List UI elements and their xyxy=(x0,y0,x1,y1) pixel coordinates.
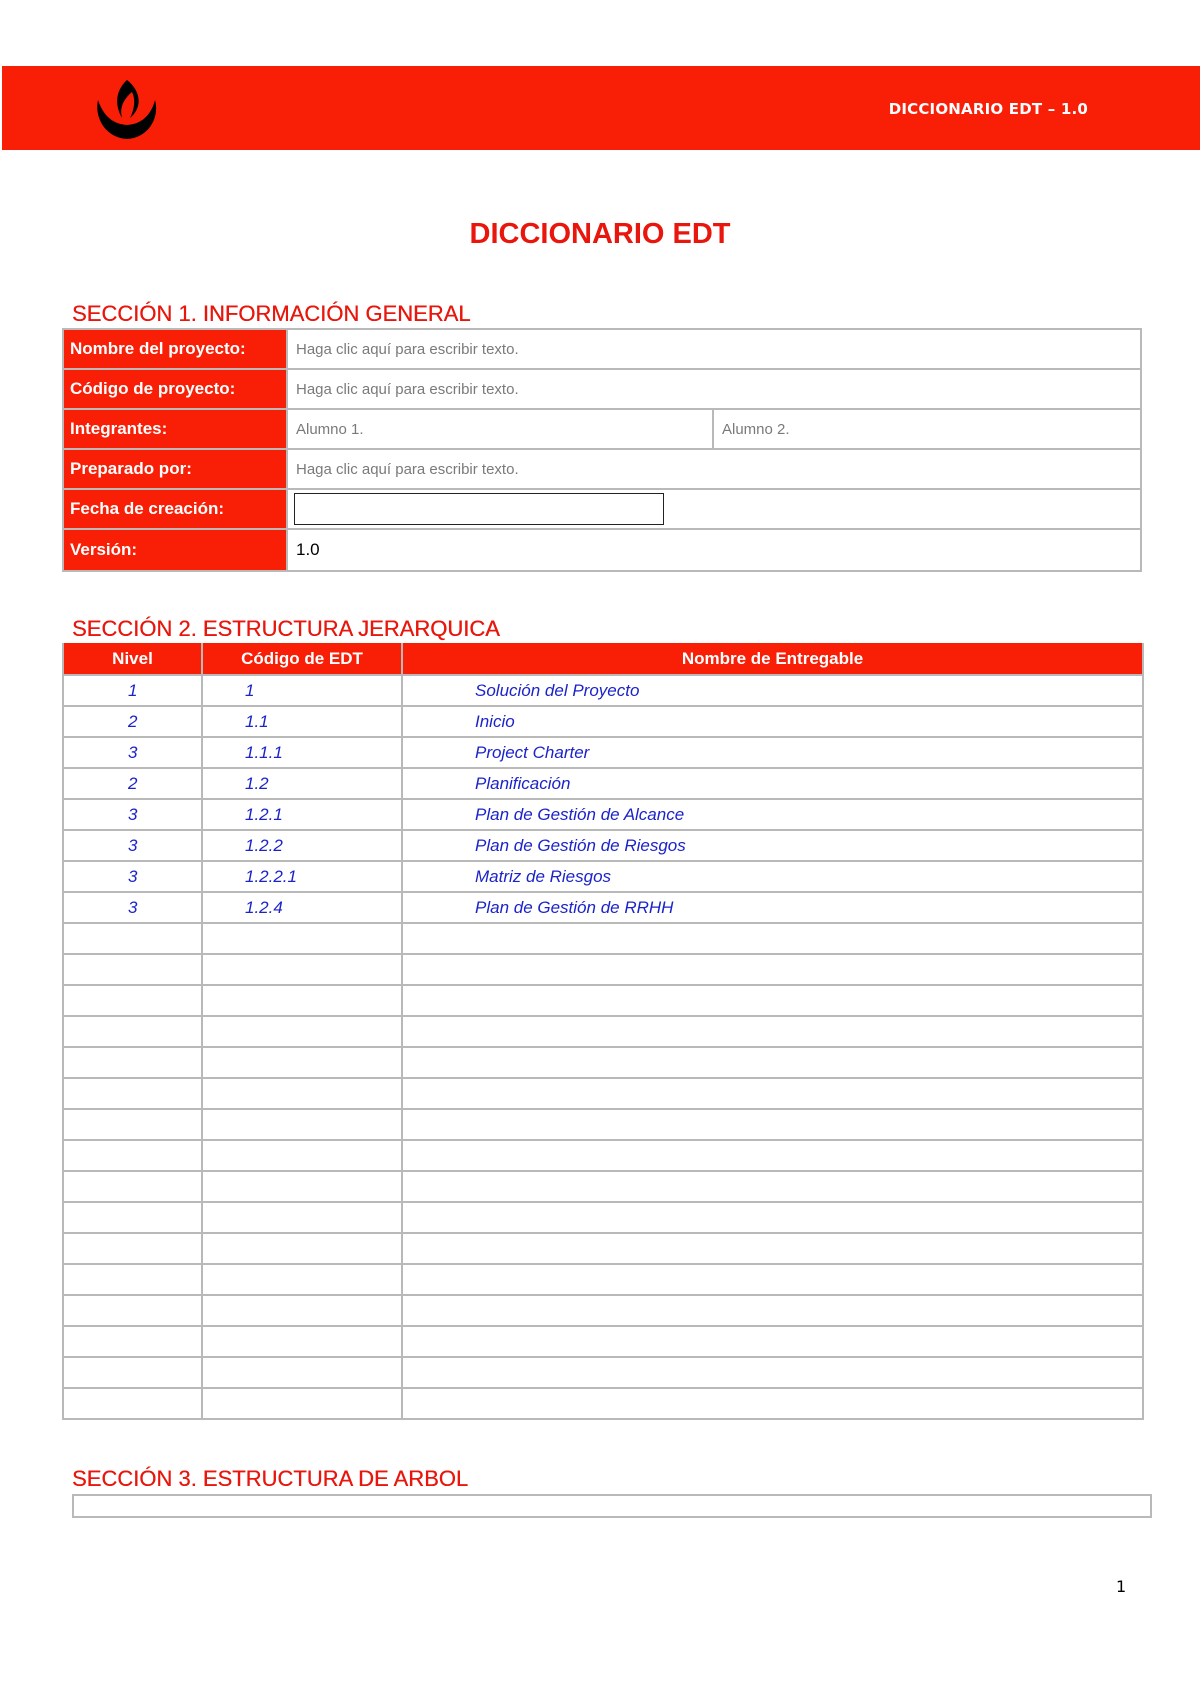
section3-title: SECCIÓN 3. ESTRUCTURA DE ARBOL xyxy=(72,1466,469,1491)
level-cell[interactable] xyxy=(63,1078,202,1109)
project-name-row xyxy=(64,330,1140,370)
section2-title: SECCIÓN 2. ESTRUCTURA JERARQUICA xyxy=(72,616,500,641)
wbs-code-cell[interactable] xyxy=(202,1388,402,1419)
level-cell[interactable] xyxy=(63,1326,202,1357)
table-row xyxy=(63,1078,1143,1109)
deliverable-name-cell[interactable]: Planificación xyxy=(402,768,1143,799)
version-value[interactable]: 1.0 xyxy=(296,540,320,559)
table-row xyxy=(63,830,1143,861)
version-label: Versión: xyxy=(64,530,288,570)
deliverable-name-cell[interactable] xyxy=(402,1016,1143,1047)
wbs-code-cell[interactable] xyxy=(202,1016,402,1047)
wbs-code-cell[interactable] xyxy=(202,1171,402,1202)
deliverable-name-cell[interactable] xyxy=(402,1171,1143,1202)
wbs-code-cell[interactable] xyxy=(202,1109,402,1140)
wbs-code-cell[interactable] xyxy=(202,1047,402,1078)
creation-date-row xyxy=(64,490,1140,530)
wbs-code-cell[interactable] xyxy=(202,1264,402,1295)
wbs-code-cell[interactable] xyxy=(202,1233,402,1264)
level-cell[interactable]: 3 xyxy=(63,737,202,768)
table-row xyxy=(63,861,1143,892)
wbs-code-cell[interactable]: 1.2.1 xyxy=(202,799,402,830)
level-cell[interactable] xyxy=(63,1171,202,1202)
column-header-code: Código de EDT xyxy=(202,643,402,675)
prepared-by-row xyxy=(64,450,1140,490)
level-cell[interactable] xyxy=(63,1357,202,1388)
table-row xyxy=(63,1047,1143,1078)
level-cell[interactable] xyxy=(63,1388,202,1419)
wbs-code-cell[interactable]: 1.2 xyxy=(202,768,402,799)
level-cell[interactable] xyxy=(63,954,202,985)
project-name-label: Nombre del proyecto: xyxy=(64,330,288,368)
wbs-code-cell[interactable]: 1.2.2.1 xyxy=(202,861,402,892)
deliverable-name-cell[interactable]: Project Charter xyxy=(402,737,1143,768)
level-cell[interactable]: 2 xyxy=(63,768,202,799)
column-header-deliverable: Nombre de Entregable xyxy=(402,643,1143,675)
level-cell[interactable] xyxy=(63,923,202,954)
deliverable-name-cell[interactable] xyxy=(402,1388,1143,1419)
table-row xyxy=(63,799,1143,830)
project-code-field[interactable]: Haga clic aquí para escribir texto. xyxy=(296,380,519,398)
level-cell[interactable]: 3 xyxy=(63,799,202,830)
member-1-field[interactable]: Alumno 1. xyxy=(288,410,714,448)
creation-date-cell xyxy=(288,490,1140,528)
column-header-level: Nivel xyxy=(63,643,202,675)
deliverable-name-cell[interactable] xyxy=(402,1047,1143,1078)
document-title: DICCIONARIO EDT xyxy=(469,218,731,250)
members-label: Integrantes: xyxy=(64,410,288,448)
members-row xyxy=(64,410,1140,450)
member-2-field[interactable]: Alumno 2. xyxy=(722,420,790,438)
level-cell[interactable] xyxy=(63,1233,202,1264)
deliverable-name-cell[interactable]: Plan de Gestión de Riesgos xyxy=(402,830,1143,861)
upc-flame-logo-icon xyxy=(92,78,162,142)
deliverable-name-cell[interactable] xyxy=(402,1326,1143,1357)
deliverable-name-cell[interactable] xyxy=(402,1357,1143,1388)
project-code-label: Código de proyecto: xyxy=(64,370,288,408)
wbs-code-cell[interactable]: 1.1 xyxy=(202,706,402,737)
table-row xyxy=(63,706,1143,737)
table-row xyxy=(63,1233,1143,1264)
level-cell[interactable] xyxy=(63,1264,202,1295)
project-code-row xyxy=(64,370,1140,410)
level-cell[interactable] xyxy=(63,1047,202,1078)
deliverable-name-cell[interactable]: Solución del Proyecto xyxy=(402,675,1143,706)
wbs-code-cell[interactable]: 1.1.1 xyxy=(202,737,402,768)
table-row xyxy=(63,1016,1143,1047)
table-row xyxy=(63,1295,1143,1326)
table-row xyxy=(63,675,1143,706)
wbs-code-cell[interactable]: 1.2.2 xyxy=(202,830,402,861)
general-info-table xyxy=(62,328,1142,572)
page-number: 1 xyxy=(1116,1577,1127,1596)
level-cell[interactable] xyxy=(63,1202,202,1233)
deliverable-name-cell[interactable]: Plan de Gestión de RRHH xyxy=(402,892,1143,923)
header-bar xyxy=(2,66,1200,150)
prepared-by-field[interactable]: Haga clic aquí para escribir texto. xyxy=(296,460,519,478)
level-cell[interactable]: 3 xyxy=(63,830,202,861)
wbs-code-cell[interactable] xyxy=(202,1357,402,1388)
table-row xyxy=(63,1264,1143,1295)
wbs-code-cell[interactable] xyxy=(202,1078,402,1109)
wbs-code-cell[interactable]: 1 xyxy=(202,675,402,706)
level-cell[interactable] xyxy=(63,1140,202,1171)
wbs-code-cell[interactable] xyxy=(202,923,402,954)
project-name-field[interactable]: Haga clic aquí para escribir texto. xyxy=(296,340,519,358)
level-cell[interactable]: 1 xyxy=(63,675,202,706)
deliverable-name-cell[interactable] xyxy=(402,1202,1143,1233)
table-row xyxy=(63,954,1143,985)
wbs-code-cell[interactable] xyxy=(202,1202,402,1233)
table-row xyxy=(63,1171,1143,1202)
deliverable-name-cell[interactable] xyxy=(402,1233,1143,1264)
level-cell[interactable]: 3 xyxy=(63,861,202,892)
level-cell[interactable] xyxy=(63,1109,202,1140)
table-row xyxy=(63,1202,1143,1233)
deliverable-name-cell[interactable]: Plan de Gestión de Alcance xyxy=(402,799,1143,830)
wbs-code-cell[interactable]: 1.2.4 xyxy=(202,892,402,923)
section1-title: SECCIÓN 1. INFORMACIÓN GENERAL xyxy=(72,301,471,326)
level-cell[interactable] xyxy=(63,1295,202,1326)
header-label: DICCIONARIO EDT – 1.0 xyxy=(888,100,1088,118)
deliverable-name-cell[interactable] xyxy=(402,1140,1143,1171)
level-cell[interactable] xyxy=(63,1016,202,1047)
deliverable-name-cell[interactable]: Inicio xyxy=(402,706,1143,737)
wbs-table xyxy=(62,643,1144,1420)
wbs-code-cell[interactable] xyxy=(202,985,402,1016)
deliverable-name-cell[interactable] xyxy=(402,1264,1143,1295)
table-row xyxy=(63,1326,1143,1357)
table-row xyxy=(63,768,1143,799)
creation-date-field[interactable] xyxy=(294,493,664,525)
deliverable-name-cell[interactable]: Matriz de Riesgos xyxy=(402,861,1143,892)
tree-structure-box[interactable] xyxy=(72,1494,1152,1518)
deliverable-name-cell[interactable] xyxy=(402,923,1143,954)
level-cell[interactable]: 2 xyxy=(63,706,202,737)
wbs-code-cell[interactable] xyxy=(202,954,402,985)
table-row xyxy=(63,985,1143,1016)
prepared-by-label: Preparado por: xyxy=(64,450,288,488)
deliverable-name-cell[interactable] xyxy=(402,1295,1143,1326)
wbs-code-cell[interactable] xyxy=(202,1295,402,1326)
table-row xyxy=(63,892,1143,923)
deliverable-name-cell[interactable] xyxy=(402,1109,1143,1140)
table-row xyxy=(63,1357,1143,1388)
deliverable-name-cell[interactable] xyxy=(402,985,1143,1016)
version-row xyxy=(64,530,1140,570)
wbs-code-cell[interactable] xyxy=(202,1140,402,1171)
table-row xyxy=(63,1140,1143,1171)
table-row xyxy=(63,737,1143,768)
level-cell[interactable] xyxy=(63,985,202,1016)
wbs-header-row xyxy=(63,643,1143,675)
creation-date-label: Fecha de creación: xyxy=(64,490,288,528)
deliverable-name-cell[interactable] xyxy=(402,1078,1143,1109)
wbs-code-cell[interactable] xyxy=(202,1326,402,1357)
table-row xyxy=(63,923,1143,954)
deliverable-name-cell[interactable] xyxy=(402,954,1143,985)
level-cell[interactable]: 3 xyxy=(63,892,202,923)
table-row xyxy=(63,1109,1143,1140)
table-row xyxy=(63,1388,1143,1419)
